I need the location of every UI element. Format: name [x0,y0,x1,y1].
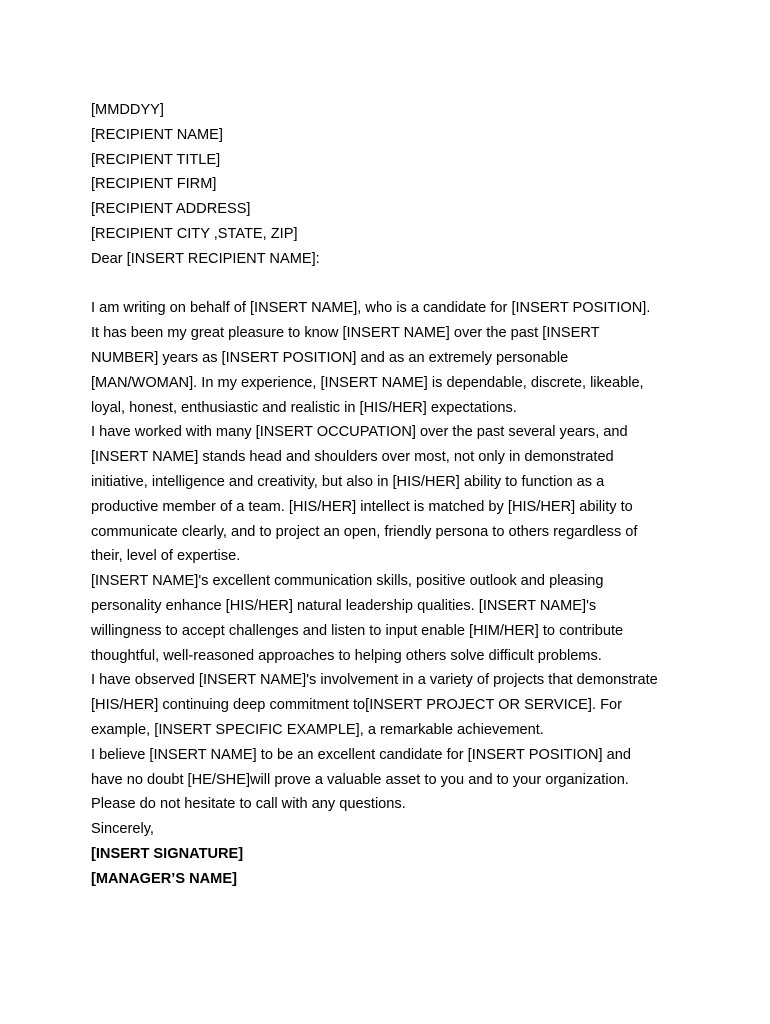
body-line: example, [INSERT SPECIFIC EXAMPLE], a remarkable achievement. [91,721,544,738]
body-line: personality enhance [HIS/HER] natural leadership qualities. [INSERT NAME]'s [91,597,597,614]
body-line: willingness to accept challenges and listen to input enable [HIM/HER] to contribute [91,622,624,639]
recipient-firm: [RECIPIENT FIRM] [91,176,217,193]
body-line: [HIS/HER] continuing deep commitment to[INSERT PROJECT OR SERVICE]. For [91,697,622,714]
body-line: initiative, intelligence and creativity, but also in [HIS/HER] ability to function as a [91,473,605,490]
letter-date: [MMDDYY] [91,102,164,118]
body-line: productive member of a team. [HIS/HER] intellect is matched by [HIS/HER] ability to [91,498,633,515]
body-line: Please do not hesitate to call with any questions. [91,796,406,813]
recipient-name: [RECIPIENT NAME] [91,126,223,143]
body-line: [INSERT NAME]'s excellent communication skills, positive outlook and pleasing [91,573,604,590]
recipient-address: [RECIPIENT ADDRESS] [91,201,251,218]
body-line: loyal, honest, enthusiastic and realistic in [HIS/HER] expectations. [91,399,517,416]
body-line: have no doubt [HE/SHE]will prove a valuable asset to you and to your organization. [91,771,629,788]
closing: Sincerely, [91,821,154,838]
body-line: [MAN/WOMAN]. In my experience, [INSERT NAME] is dependable, discrete, likeable, [91,374,644,391]
body-line: I believe [INSERT NAME] to be an excellent candidate for [INSERT POSITION] and [91,746,631,763]
manager-name: [MANAGER’S NAME] [91,870,237,887]
body-line: communicate clearly, and to project an open, friendly persona to others regardless of [91,523,638,540]
body-line: their, level of expertise. [91,548,241,565]
recipient-city-state-zip: [RECIPIENT CITY ,STATE, ZIP] [91,225,298,242]
body-line: I am writing on behalf of [INSERT NAME], who is a candidate for [INSERT POSITION]. [91,300,651,317]
salutation: Dear [INSERT RECIPIENT NAME]: [91,250,320,267]
body-line: thoughtful, well-reasoned approaches to helping others solve difficult problems. [91,647,602,664]
body-line: I have observed [INSERT NAME]'s involvement in a variety of projects that demonstrate [91,672,658,689]
body-line: [INSERT NAME] stands head and shoulders over most, not only in demonstrated [91,449,614,466]
signature-placeholder: [INSERT SIGNATURE] [91,845,244,862]
body-line: It has been my great pleasure to know [INSERT NAME] over the past [INSERT [91,325,600,342]
recipient-title: [RECIPIENT TITLE] [91,151,221,168]
letter-body [91,98,691,892]
body-line: NUMBER] years as [INSERT POSITION] and as an extremely personable [91,349,569,366]
blank-line [91,272,691,297]
body-line: I have worked with many [INSERT OCCUPATION] over the past several years, and [91,424,628,441]
